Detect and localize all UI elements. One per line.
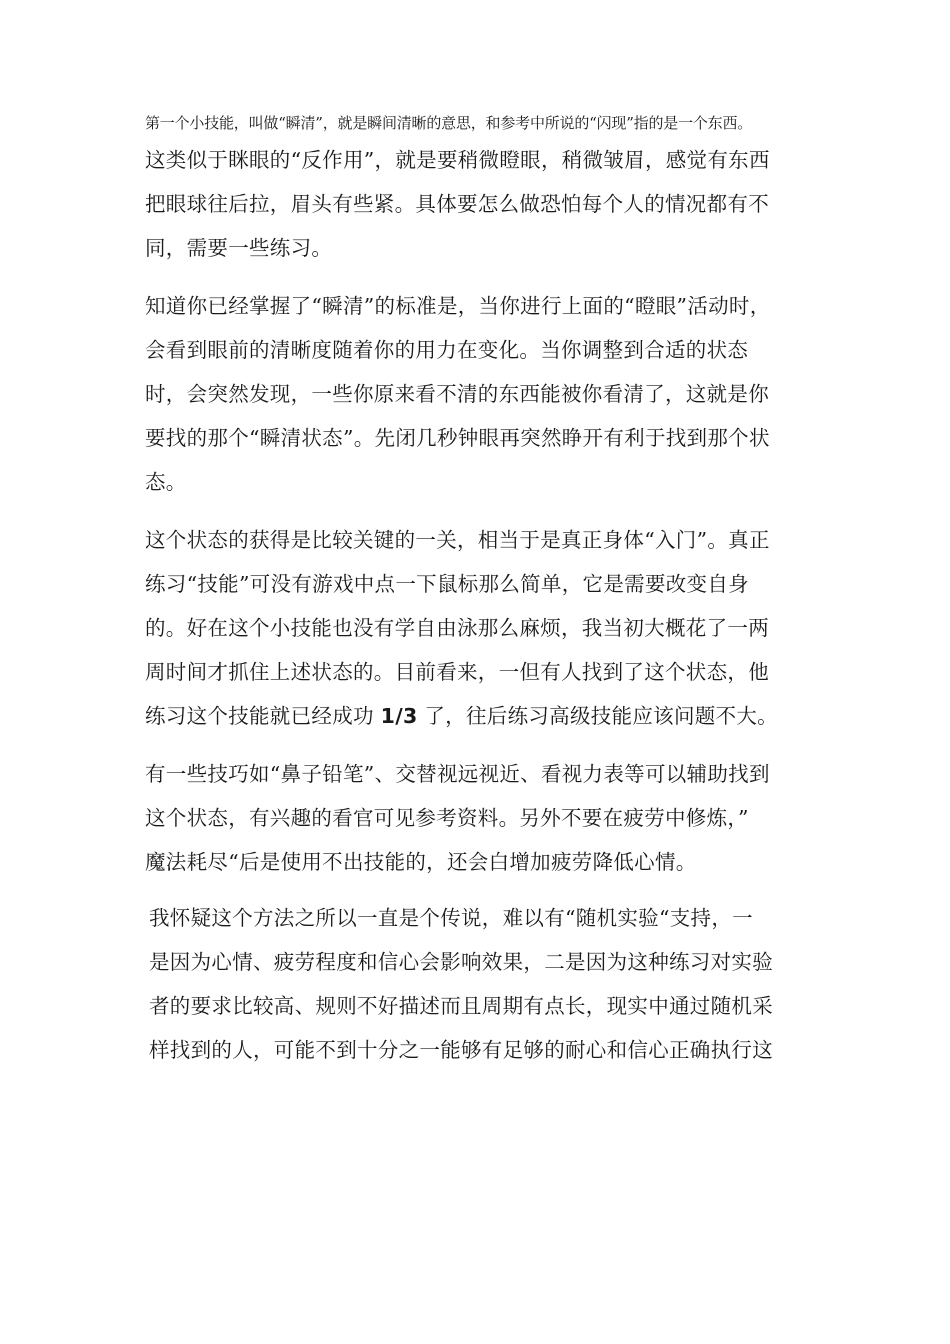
text-line: 周时间才抓住上述状态的。目前看来，一但有人找到了这个状态，他 xyxy=(145,660,769,684)
text-line: 这个状态的获得是比较关键的一关，相当于是真正身体“入门”。真正 xyxy=(145,528,770,552)
intro-line: 第一个小技能，叫做“瞬清”，就是瞬间清晰的意思，和参考中所说的“闪现”指的是一个东西。 xyxy=(145,114,753,132)
text-segment: 练习这个技能就已经成功 xyxy=(145,704,381,728)
paragraph-1 xyxy=(145,138,810,270)
bold-fraction: 1/3 xyxy=(380,704,418,728)
text-line: 时，会突然发现，一些你原来看不清的东西能被你看清了，这就是你 xyxy=(145,382,769,406)
text-line: 样找到的人，可能不到十分之一能够有足够的耐心和信心正确执行这 xyxy=(149,1038,773,1062)
paragraph-2 xyxy=(145,284,810,504)
text-line: 练习“技能”可没有游戏中点一下鼠标那么简单，它是需要改变自身 xyxy=(145,572,749,596)
text-line: 的。好在这个小技能也没有学自由泳那么麻烦，我当初大概花了一两 xyxy=(145,616,769,640)
text-line: 是因为心情、疲劳程度和信心会影响效果，二是因为这种练习对实验 xyxy=(149,950,773,974)
text-segment: 了，往后练习高级技能应该问题不大。 xyxy=(417,704,778,728)
text-line: 要找的那个“瞬清状态”。先闭几秒钟眼再突然睁开有利于找到那个状 xyxy=(145,426,770,450)
text-line: 同，需要一些练习。 xyxy=(145,236,333,260)
text-line: 态。 xyxy=(145,470,187,494)
paragraph-3 xyxy=(145,518,810,738)
text-line: 这个状态，有兴趣的看官可见参考资料。另外不要在疲劳中修炼，” xyxy=(145,806,749,830)
text-line: 有一些技巧如“鼻子铅笔”、交替视远视近、看视力表等可以辅助找到 xyxy=(145,762,770,786)
paragraph-4 xyxy=(145,752,810,884)
document-page xyxy=(145,112,810,1072)
text-line: 这类似于眯眼的“反作用”，就是要稍微瞪眼，稍微皱眉，感觉有东西 xyxy=(145,148,770,172)
text-line: 魔法耗尽“后是使用不出技能的，还会白增加疲劳降低心情。 xyxy=(145,850,697,874)
text-line: 我怀疑这个方法之所以一直是个传说，难以有“随机实验“支持，一 xyxy=(149,906,753,930)
text-line: 者的要求比较高、规则不好描述而且周期有点长，现实中通过随机采 xyxy=(149,994,773,1018)
text-line: 把眼球往后拉，眉头有些紧。具体要怎么做恐怕每个人的情况都有不 xyxy=(145,192,769,216)
paragraph-5 xyxy=(145,896,810,1072)
text-line: 会看到眼前的清晰度随着你的用力在变化。当你调整到合适的状态 xyxy=(145,338,749,362)
text-line xyxy=(145,694,810,738)
text-line: 知道你已经掌握了“瞬清”的标准是，当你进行上面的“瞪眼”活动时， xyxy=(145,294,771,318)
